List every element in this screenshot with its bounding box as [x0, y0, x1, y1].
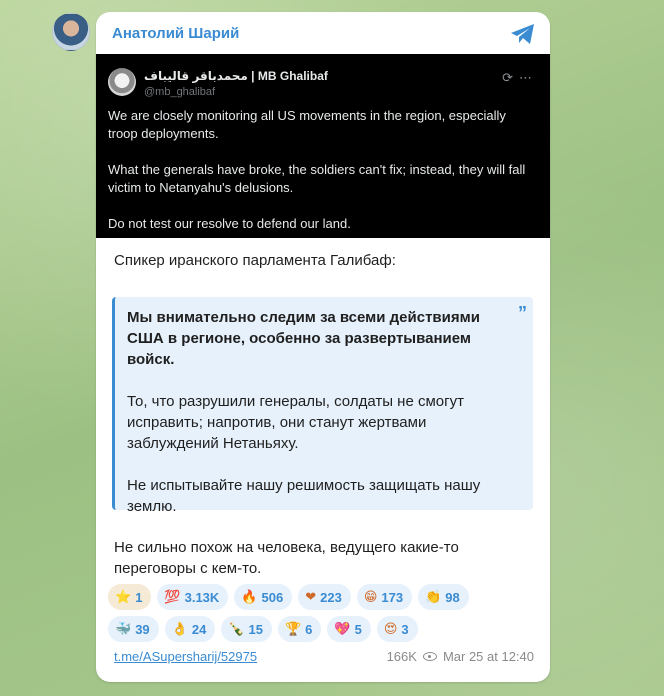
- reaction-count: 3: [401, 621, 409, 637]
- clap-icon: 👏: [425, 589, 442, 605]
- tweet-avatar: [108, 68, 136, 96]
- tweet-handle: @mb_ghalibaf: [144, 86, 216, 98]
- post-link[interactable]: t.me/ASupersharij/52975: [114, 649, 258, 664]
- reaction-count: 39: [135, 621, 150, 637]
- star-icon: ⭐: [115, 589, 132, 605]
- hundred-icon: 💯: [164, 589, 181, 605]
- reactions-bar: [108, 584, 538, 648]
- view-count: 166K: [386, 649, 417, 664]
- channel-avatar[interactable]: [52, 13, 90, 51]
- reaction-count: 6: [305, 621, 313, 637]
- reaction-chip[interactable]: [377, 616, 418, 642]
- reaction-chip[interactable]: [221, 616, 272, 642]
- reaction-count: 98: [445, 589, 460, 605]
- message-header: [96, 12, 550, 54]
- tweet-author-name: محمدباقر قالیباف | MB Ghalibaf: [144, 69, 328, 83]
- heart-on-fire-icon: 💖: [334, 621, 351, 637]
- reactions-row: [108, 584, 538, 610]
- tweet-screenshot[interactable]: [96, 54, 550, 238]
- ok-hand-icon: 👌: [171, 621, 188, 637]
- tweet-paragraph: Do not test our resolve to defend our land.: [108, 216, 351, 231]
- reaction-count: 223: [320, 589, 342, 605]
- reactions-row: [108, 616, 538, 642]
- reaction-count: 24: [191, 621, 207, 637]
- reaction-count: 506: [261, 589, 284, 605]
- message-meta: [387, 649, 534, 664]
- reaction-chip[interactable]: [108, 584, 151, 610]
- reaction-chip[interactable]: [108, 616, 159, 642]
- message-bubble: [96, 12, 550, 682]
- heart-eyes-icon: 😍: [383, 621, 398, 637]
- reaction-chip[interactable]: [298, 584, 351, 610]
- quote-paragraph: Не испытывайте нашу решимость защищать нашу землю.: [127, 477, 481, 515]
- blockquote: [112, 297, 533, 515]
- quote-lead: Мы внимательно следим за всеми действиями США в регионе, особенно за развертыванием войск.: [127, 309, 480, 368]
- reaction-chip[interactable]: [327, 616, 370, 642]
- heart-icon: ❤: [305, 589, 317, 605]
- tweet-body: [108, 107, 538, 251]
- tweet-more-icon: ⟳⋯: [502, 70, 538, 85]
- reaction-chip[interactable]: [418, 584, 469, 610]
- reaction-chip[interactable]: [278, 616, 321, 642]
- tweet-paragraph: What the generals have broke, the soldiers can't fix; instead, they will fall victim to Netanyahu's delusions.: [108, 162, 526, 195]
- reaction-count: 173: [381, 589, 404, 605]
- whale-icon: 🐳: [115, 621, 132, 637]
- reaction-chip[interactable]: [234, 584, 292, 610]
- reaction-chip[interactable]: [357, 584, 412, 610]
- reaction-count: 15: [248, 621, 263, 637]
- champagne-icon: 🍾: [228, 621, 245, 637]
- quote-icon: ”: [518, 303, 527, 323]
- author-name[interactable]: Анатолий Шарий: [112, 25, 240, 42]
- message-date: Mar 25 at 12:40: [442, 649, 534, 664]
- post-comment: Не сильно похож на человека, ведущего какие-то переговоры с кем-то.: [114, 539, 459, 577]
- trophy-icon: 🏆: [284, 621, 302, 637]
- grin-icon: 😁: [363, 589, 378, 605]
- telegram-icon[interactable]: [510, 22, 536, 46]
- reaction-chip[interactable]: [165, 616, 216, 642]
- reaction-chip[interactable]: [157, 584, 228, 610]
- eye-icon: [423, 652, 437, 661]
- reaction-count: 1: [135, 589, 143, 605]
- quote-paragraph: То, что разрушили генералы, солдаты не смогут исправить; напротив, они станут жертвами заблуждений Нетаньяху.: [127, 393, 464, 452]
- reaction-count: 3.13K: [184, 589, 220, 605]
- post-intro: Спикер иранского парламента Галибаф:: [114, 252, 396, 269]
- reaction-count: 5: [354, 621, 362, 637]
- tweet-paragraph: We are closely monitoring all US movements in the region, especially troop deployments.: [108, 108, 506, 141]
- fire-icon: 🔥: [241, 589, 258, 605]
- message-footer: [114, 649, 534, 669]
